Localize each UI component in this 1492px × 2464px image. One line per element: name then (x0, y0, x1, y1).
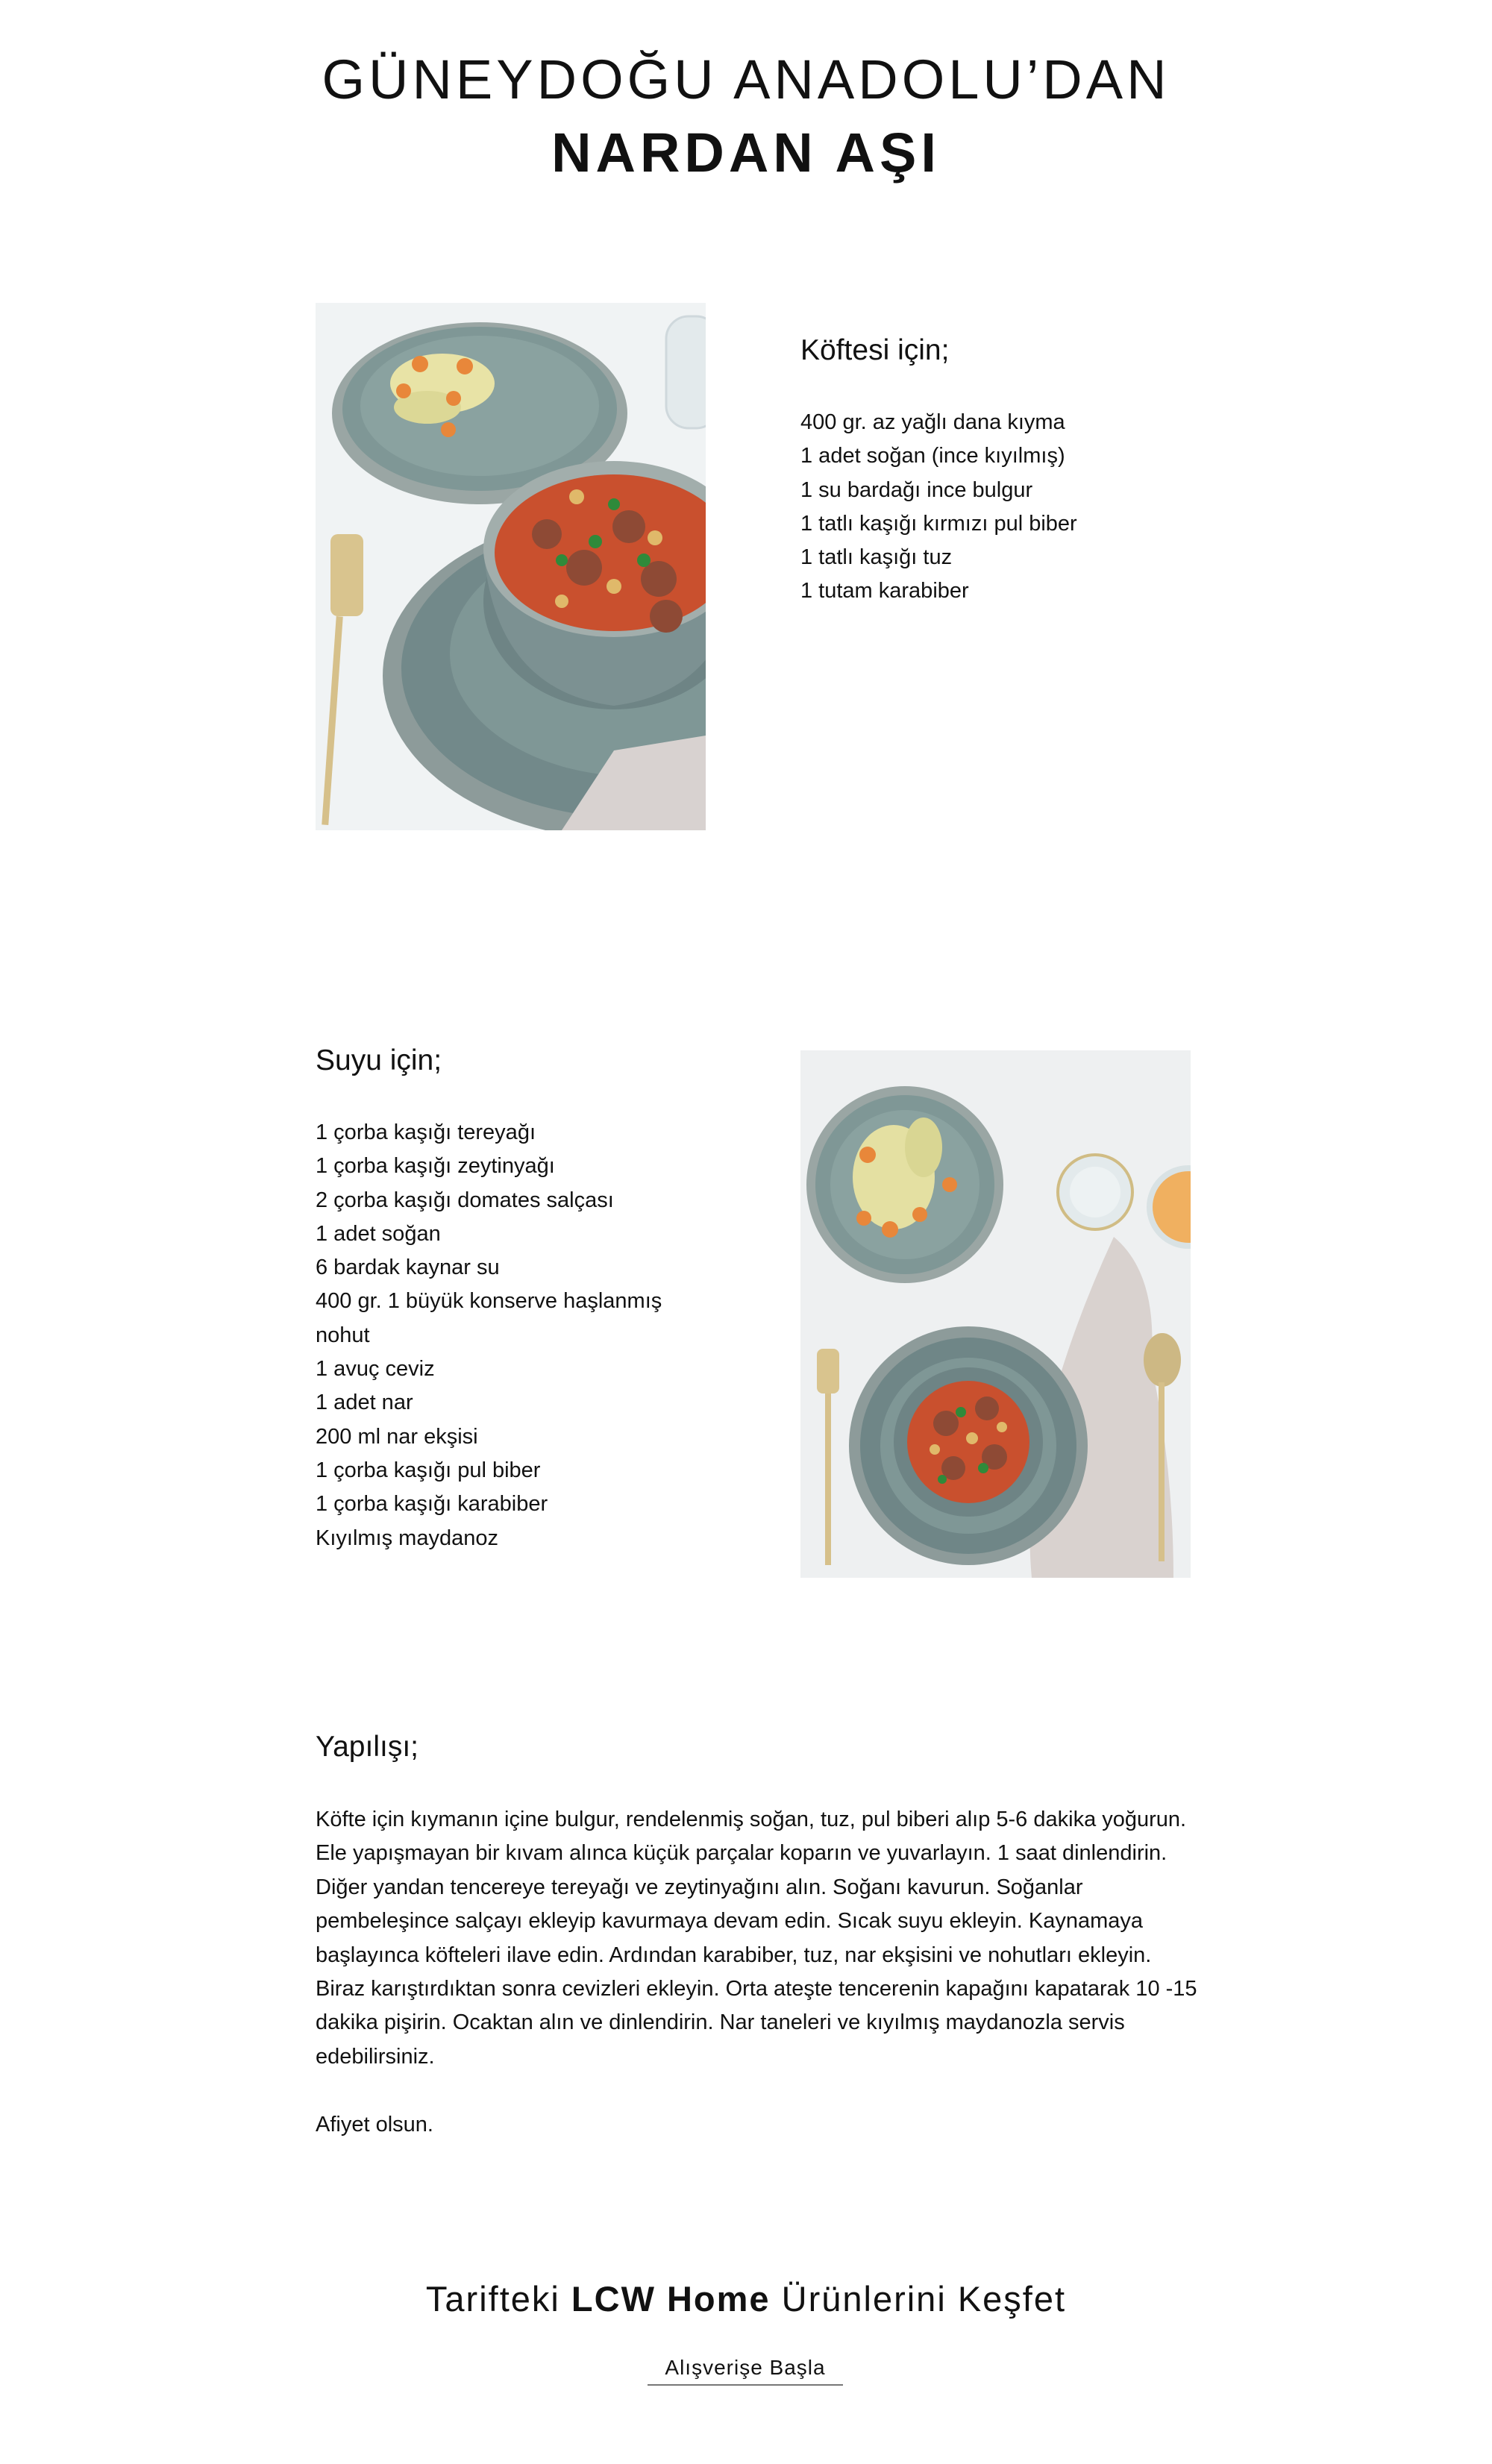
list-item: 1 adet soğan (316, 1221, 441, 1246)
list-item: 1 çorba kaşığı pul biber (316, 1458, 541, 1482)
paragraph-line: Biraz karıştırdıktan sonra cevizleri ekleyin. Orta ateşte tencerenin kapağını kapatarak 10 -15 (316, 1977, 1197, 2001)
list-item: 1 su bardağı ince bulgur (800, 477, 1033, 502)
suyu-title: Suyu için; (316, 1044, 442, 1076)
yapilisi-title: Yapılışı; (316, 1731, 419, 1763)
paragraph-line: edebilirsiniz. (316, 2044, 435, 2069)
paragraph-line: Köfte için kıymanın içine bulgur, rendelenmiş soğan, tuz, pul biberi alıp 5-6 dakika yoğurun. (316, 1808, 1187, 1831)
paragraph-line: başlayınca köfteleri ilave edin. Ardından karabiber, tuz, nar ekşisini ve nohutları ekleyin. (316, 1943, 1152, 1967)
page-title-line1: GÜNEYDOĞU ANADOLU’DAN (322, 48, 1170, 110)
list-item: 1 tutam karabiber (800, 579, 969, 604)
paragraph-line: pembeleşince salçayı ekleyip kavurmaya devam edin. Sıcak suyu ekleyin. Kaynamaya (316, 1909, 1143, 1934)
kofte-title: Köftesi için; (800, 334, 950, 366)
list-item: 1 adet nar (316, 1391, 413, 1415)
cta-brand: LCW Home (571, 2279, 771, 2319)
soup-table-photo (800, 1050, 1191, 1578)
list-item: 1 çorba kaşığı tereyağı (316, 1120, 536, 1144)
list-item: 1 tatlı kaşığı kırmızı pul biber (800, 511, 1077, 536)
list-item: 1 çorba kaşığı karabiber (316, 1492, 548, 1517)
closing-text: Afiyet olsun. (316, 2113, 433, 2137)
list-item: 2 çorba kaşığı domates salçası (316, 1188, 614, 1212)
list-item: 1 tatlı kaşığı tuz (800, 545, 953, 570)
list-item: 1 avuç ceviz (316, 1357, 435, 1382)
list-item: 6 bardak kaynar su (316, 1255, 500, 1280)
list-item: nohut (316, 1323, 370, 1347)
shop-now-link[interactable]: Alışverişe Başla (648, 2356, 843, 2386)
soup-bowl-photo (316, 303, 706, 830)
page-title-line2: NARDAN AŞI (551, 122, 941, 184)
list-item: 400 gr. az yağlı dana kıyma (800, 410, 1065, 434)
suyu-ingredient-list (316, 1116, 662, 1555)
paragraph-line: Diğer yandan tencereye tereyağı ve zeytinyağını alın. Soğanı kavurun. Soğanlar (316, 1875, 1083, 1899)
yapilisi-paragraph (316, 1803, 1203, 2074)
list-item: 1 adet soğan (ince kıyılmış) (800, 444, 1065, 468)
cta-prefix: Tarifteki (425, 2279, 571, 2319)
cta-suffix: Ürünlerini Keşfet (770, 2279, 1067, 2319)
list-item: 1 çorba kaşığı zeytinyağı (316, 1154, 555, 1179)
paragraph-line: dakika pişirin. Ocaktan alın ve dinlendirin. Nar taneleri ve kıyılmış maydanozla servis (316, 2010, 1125, 2035)
paragraph-line: Ele yapışmayan bir kıvam alınca küçük parçalar koparın ve yuvarlayın. 1 saat dinlendirin. (316, 1841, 1167, 1866)
cta-heading (0, 2278, 1492, 2319)
kofte-ingredient-list (800, 406, 1077, 609)
list-item: Kıyılmış maydanoz (316, 1526, 498, 1550)
list-item: 200 ml nar ekşisi (316, 1424, 478, 1449)
list-item: 400 gr. 1 büyük konserve haşlanmış (316, 1289, 662, 1314)
